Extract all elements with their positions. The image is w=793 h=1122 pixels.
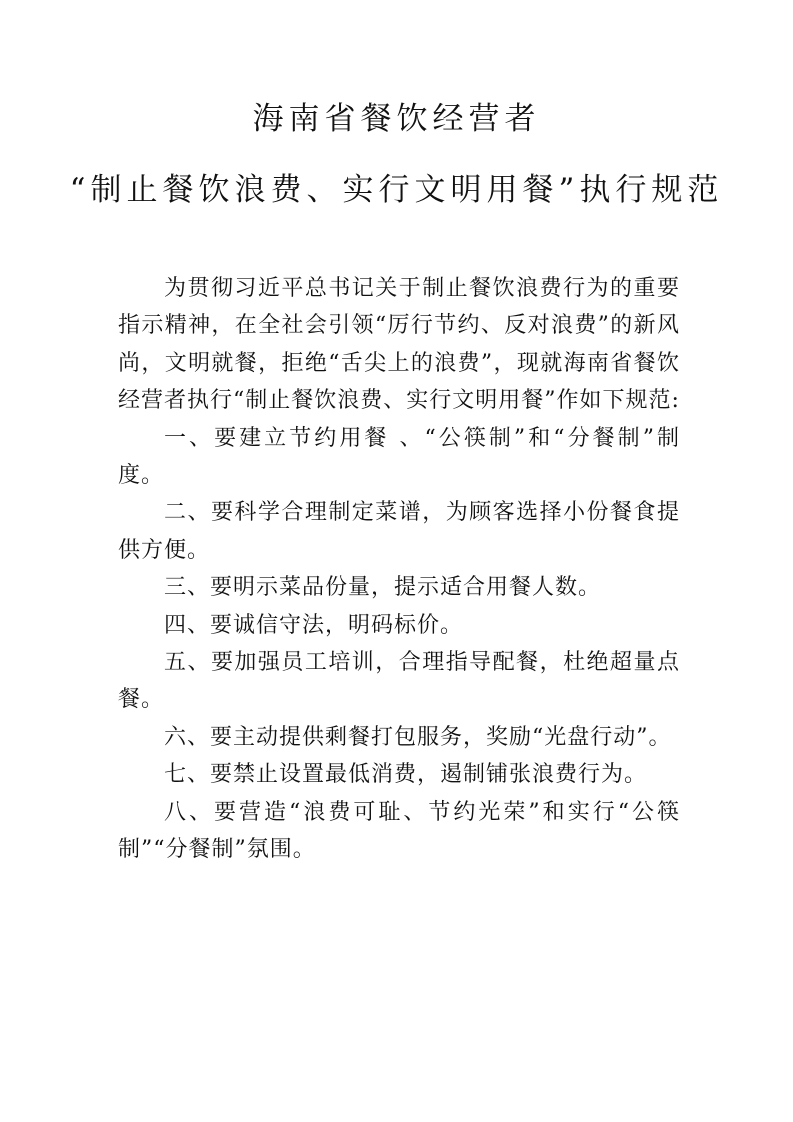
title-line-1: 海南省餐饮经营者 — [252, 101, 541, 137]
title-block — [0, 101, 793, 208]
list-item: 八、要营造“浪费可耻、节约光荣”和实行“公筷制”“分餐制”氛围。 — [118, 799, 680, 863]
list-item: 四、要诚信守法，明码标价。 — [164, 612, 464, 638]
list-item: 七、要禁止设置最低消费，遏制铺张浪费行为。 — [164, 762, 648, 788]
list-item: 三、要明示菜品份量，提示适合用餐人数。 — [164, 575, 602, 601]
list-item: 六、要主动提供剩餐打包服务，奖励“光盘行动”。 — [164, 724, 672, 750]
list-item: 五、要加强员工培训，合理指导配餐，杜绝超量点餐。 — [118, 650, 680, 713]
intro-paragraph: 为贯彻习近平总书记关于制止餐饮浪费行为的重要指示精神，在全社会引领“厉行节约、反对浪费”的新风尚，文明就餐，拒绝“舌尖上的浪费”，现就海南省餐饮经营者执行“制止餐饮浪费、实行文明用餐”作如下规范: — [118, 276, 680, 414]
list-item: 二、要科学合理制定菜谱，为顾客选择小份餐食提供方便。 — [118, 500, 680, 563]
title-line-2: “制止餐饮浪费、实行文明用餐”执行规范 — [69, 172, 724, 208]
body-text — [118, 270, 680, 869]
list-item: 一、要建立节约用餐 、“公筷制”和“分餐制”制度。 — [118, 425, 680, 489]
